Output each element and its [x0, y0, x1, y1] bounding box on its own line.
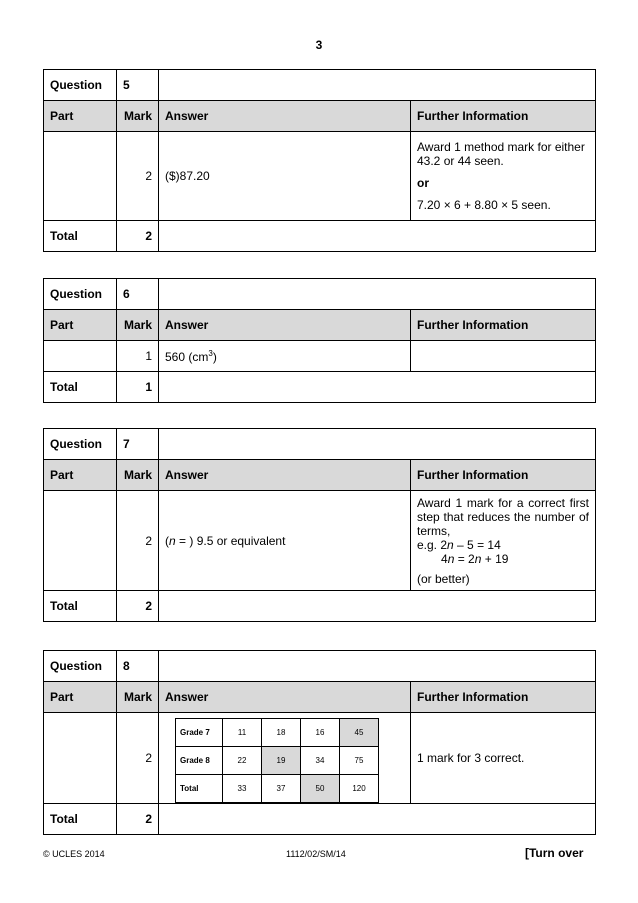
- header-further-information: Further Information: [411, 460, 596, 491]
- total-label: Total: [44, 804, 117, 835]
- header-answer: Answer: [159, 460, 411, 491]
- question-label: Question: [44, 279, 117, 310]
- header-mark: Mark: [117, 310, 159, 341]
- header-mark: Mark: [117, 682, 159, 713]
- answer-grid-cell: [159, 713, 411, 804]
- grid-cell: 75: [340, 747, 379, 775]
- header-further-information: Further Information: [411, 101, 596, 132]
- header-mark: Mark: [117, 101, 159, 132]
- grid-cell: 34: [301, 747, 340, 775]
- info-example-1: e.g. 2n – 5 = 14: [417, 537, 501, 552]
- total-value: 2: [117, 221, 159, 252]
- info-example-2: 4n = 2n + 19: [441, 551, 509, 566]
- header-further-information: Further Information: [411, 310, 596, 341]
- total-label: Total: [44, 591, 117, 622]
- header-answer: Answer: [159, 682, 411, 713]
- answer-value: (n = ) 9.5 or equivalent: [159, 491, 411, 591]
- grid-row: [176, 775, 379, 803]
- grid-cell: 120: [340, 775, 379, 803]
- mark-value: 2: [117, 713, 159, 804]
- total-value: 1: [117, 372, 159, 403]
- grid-row-label: Grade 8: [176, 747, 223, 775]
- question-number: 8: [117, 651, 159, 682]
- question-number: 7: [117, 429, 159, 460]
- header-part: Part: [44, 310, 117, 341]
- grid-cell: 16: [301, 719, 340, 747]
- grid-cell: 22: [223, 747, 262, 775]
- header-part: Part: [44, 460, 117, 491]
- grid-cell: 50: [301, 775, 340, 803]
- total-label: Total: [44, 372, 117, 403]
- header-part: Part: [44, 101, 117, 132]
- question-number: 6: [117, 279, 159, 310]
- total-value: 2: [117, 804, 159, 835]
- further-information: [411, 132, 596, 221]
- mark-value: 1: [117, 341, 159, 372]
- answer-value: ($)87.20: [159, 132, 411, 221]
- footer-copyright: © UCLES 2014: [43, 849, 105, 859]
- footer-code: 1112/02/SM/14: [286, 849, 346, 859]
- header-answer: Answer: [159, 310, 411, 341]
- page-number: 3: [315, 38, 323, 52]
- info-line: Award 1 method mark for either 43.2 or 44 seen.: [417, 140, 585, 168]
- question-5-table: [43, 69, 596, 252]
- grid-cell: 18: [262, 719, 301, 747]
- header-part: Part: [44, 682, 117, 713]
- total-label: Total: [44, 221, 117, 252]
- answer-value: 560 $(cm^3)$: [159, 341, 411, 372]
- grid-row: [176, 719, 379, 747]
- info-line: 7.20 × 6 + 8.80 × 5 seen.: [417, 198, 551, 212]
- info-line: (or better): [417, 571, 470, 586]
- mark-value: 2: [117, 491, 159, 591]
- mark-value: 2: [117, 132, 159, 221]
- question-label: Question: [44, 651, 117, 682]
- footer-turn-over: [Turn over: [525, 846, 584, 860]
- info-or: or: [417, 176, 429, 190]
- question-label: Question: [44, 70, 117, 101]
- info-line: 1 mark for 3 correct.: [417, 751, 525, 765]
- grid-row-label: Total: [176, 775, 223, 803]
- header-further-information: Further Information: [411, 682, 596, 713]
- grid-row-label: Grade 7: [176, 719, 223, 747]
- question-6-table: [43, 278, 596, 403]
- further-information: [411, 491, 596, 591]
- grid-row: [176, 747, 379, 775]
- total-value: 2: [117, 591, 159, 622]
- grid-cell: 45: [340, 719, 379, 747]
- question-8-table: [43, 650, 596, 835]
- grid-cell: 19: [262, 747, 301, 775]
- answer-grid: [175, 718, 379, 803]
- question-label: Question: [44, 429, 117, 460]
- question-number: 5: [117, 70, 159, 101]
- grid-cell: 11: [223, 719, 262, 747]
- question-7-table: [43, 428, 596, 622]
- info-line: Award 1 mark for a correct first step that reduces the number of terms,: [417, 495, 589, 538]
- grid-cell: 37: [262, 775, 301, 803]
- grid-cell: 33: [223, 775, 262, 803]
- header-answer: Answer: [159, 101, 411, 132]
- further-information: [411, 713, 596, 804]
- header-mark: Mark: [117, 460, 159, 491]
